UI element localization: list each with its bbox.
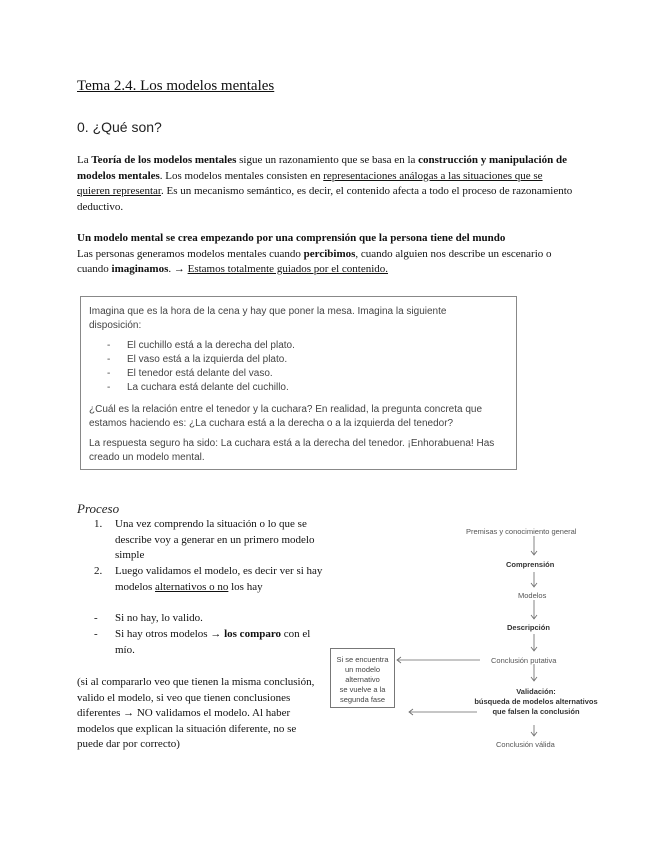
process-heading: Proceso	[77, 501, 120, 516]
process-step: 1. Una vez comprendo la situación o lo que se describe voy a generar en un primero modelo simple	[94, 518, 315, 561]
diagram-node-valid: Conclusión válida	[496, 740, 555, 749]
process-note: (si al compararlo veo que tienen la misma conclusión, valido el modelo, si veo que tienen conclusiones diferentes → NO validamos el modelo. Al haber modelos que explican la situación diferente, no se puede dar por correcto)	[77, 676, 315, 750]
diagram-node-premises: Premisas y conocimiento general	[466, 527, 577, 536]
example-box: Imagina que es la hora de la cena y hay que poner la mesa. Imagina la siguiente disposición: - El cuchillo está a la derecha del plato. - El vaso está a la izquierda del plato. - El tenedor está delante del vaso. - La cuchara está delante del cuchillo. ¿Cuál es la relación entre el tenedor y la cuchara? En realidad, la pregunta concreta que estamos haciendo es: ¿La cuchara está a la derecha o a la izquierda del tenedor? La respuesta seguro ha sido: La cuchara está a la derecha del tenedor. ¡Enhorabuena! Has creado un modelo mental.	[80, 296, 517, 470]
diagram-side-box: Si se encuentra un modelo alternativo se vuelve a la segunda fase	[330, 648, 395, 708]
model-paragraph: Un modelo mental se crea empezando por una comprensión que la persona tiene del mundo Las personas generamos modelos mentales cuando percibimos, cuando alguien nos describe un escenario o cuando imaginamos. → Estamos totalmente guiados por el contenido.	[77, 232, 552, 275]
list-item: El cuchillo está a la derecha del plato.	[127, 340, 295, 351]
process-diagram-arrows	[320, 520, 620, 760]
list-item: La cuchara está delante del cuchillo.	[127, 382, 289, 393]
diagram-node-putative: Conclusión putativa	[491, 656, 557, 665]
model-heading: Un modelo mental se crea empezando por una comprensión que la persona tiene del mundo	[77, 232, 506, 244]
process-subitem: - Si no hay, lo valido.	[94, 612, 203, 624]
section-heading: 0. ¿Qué son?	[77, 119, 162, 135]
list-item: El tenedor está delante del vaso.	[127, 368, 273, 379]
diagram-node-validation: Validación: búsqueda de modelos alternativos que falsen la conclusión	[474, 687, 598, 716]
process-step: 2. Luego validamos el modelo, es decir ver si hay modelos alternativos o no los hay	[94, 565, 323, 593]
diagram-node-comprehension: Comprensión	[506, 560, 555, 569]
diagram-node-description: Descripción	[507, 623, 550, 632]
page-title: Tema 2.4. Los modelos mentales	[77, 78, 275, 94]
diagram-node-models: Modelos	[518, 591, 547, 600]
process-subitem: - Si hay otros modelos → los comparo con el mío.	[94, 628, 311, 656]
list-item: El vaso está a la izquierda del plato.	[127, 354, 288, 365]
intro-paragraph: La Teoría de los modelos mentales sigue un razonamiento que se basa en la construcción y manipulación de modelos mentales. Los modelos mentales consisten en representaciones análogas a las situaciones que se quieren representar. Es un mecanismo semántico, es decir, el contenido afecta a todo el proceso de razonamiento deductivo.	[77, 154, 573, 213]
